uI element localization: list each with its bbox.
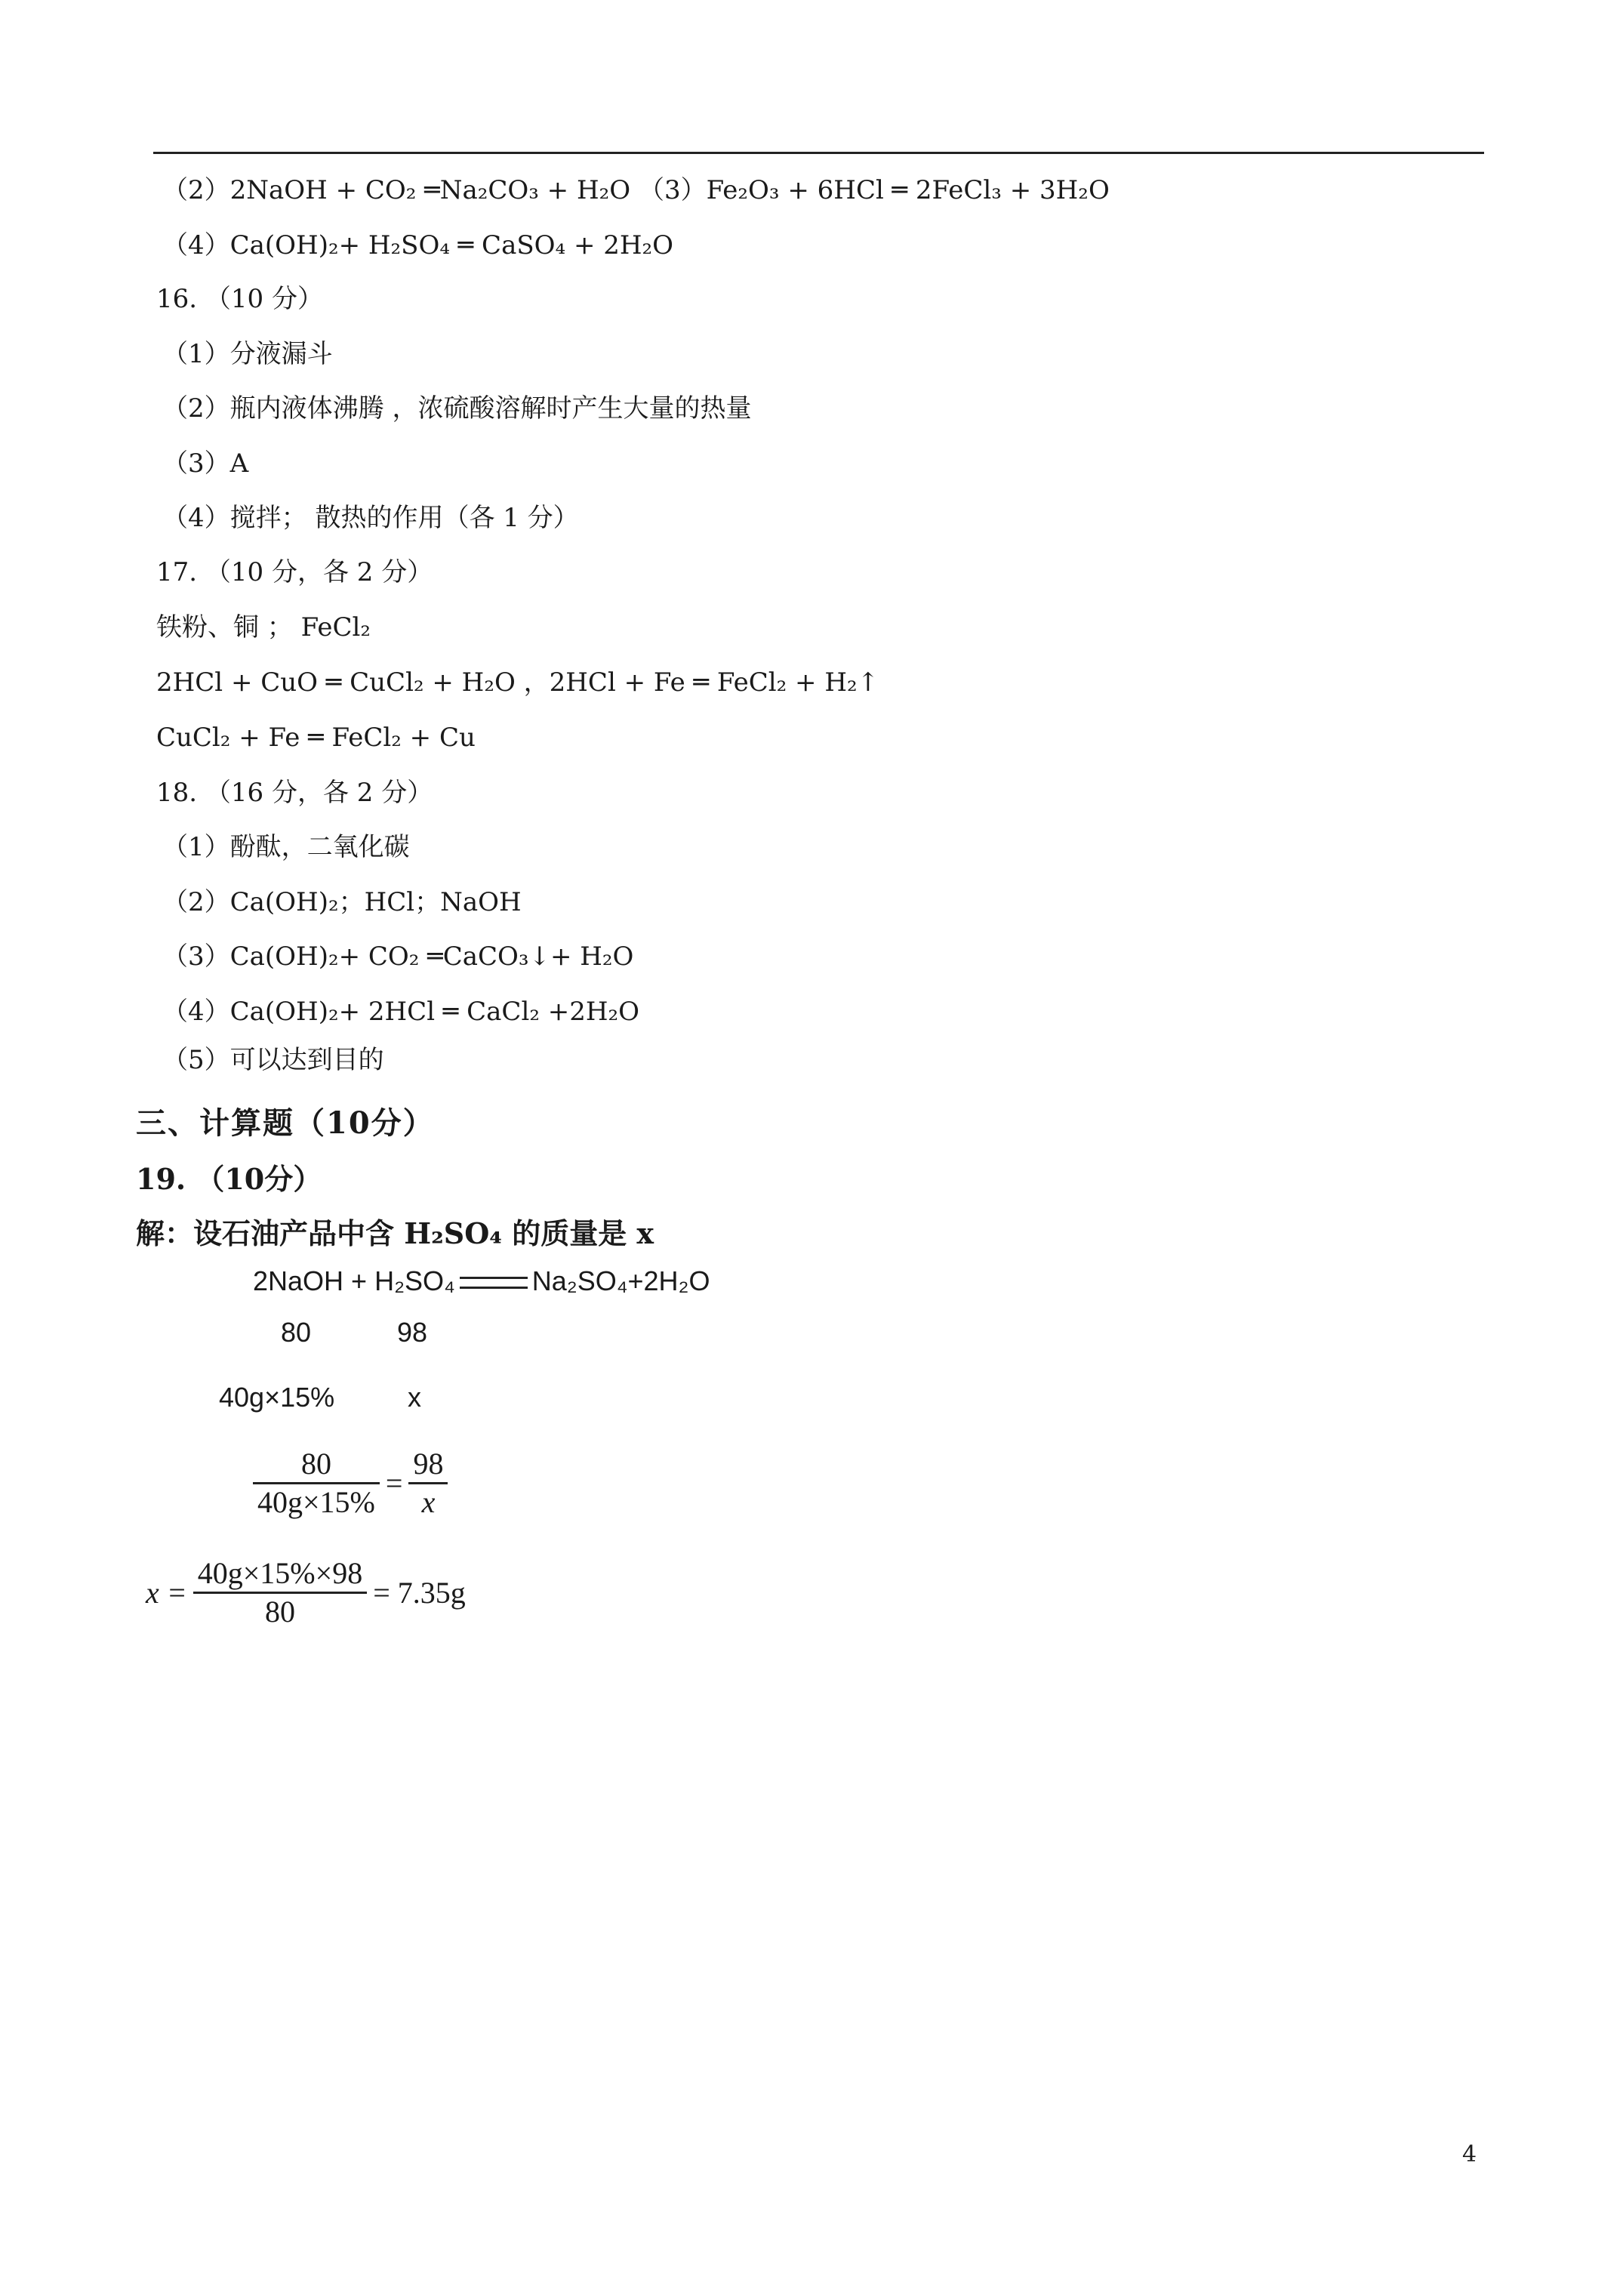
question-18-answer-1: （1）酚酞，二氧化碳 [162, 832, 410, 862]
question-16-answer-4: （4）搅拌； 散热的作用（各 1 分） [162, 503, 579, 533]
page-number: 4 [1462, 2141, 1477, 2168]
proportion-equals: = [385, 1466, 403, 1500]
question-16-answer-3: （3）A [162, 448, 249, 479]
proportion-right-variable: x [421, 1485, 436, 1519]
proportion-right-numerator: 98 [413, 1447, 444, 1481]
question-16-heading: 16. （10 分） [156, 284, 323, 314]
question-18-answer-5: （5）可以达到目的 [162, 1045, 384, 1075]
result-value: = 7.35g [373, 1576, 466, 1610]
proportion-left-fraction [253, 1446, 380, 1521]
question-18-answer-4: （4）Ca(OH)₂+ 2HCl ═ CaCl₂ +2H₂O [162, 997, 640, 1027]
proportion-equation [253, 1446, 448, 1521]
question-16-answer-2: （2）瓶内液体沸腾 ，浓硫酸溶解时产生大量的热量 [162, 393, 752, 424]
answer-line-equation-4: （4）Ca(OH)₂+ H₂SO₄ ═ CaSO₄ + 2H₂O [162, 230, 674, 260]
unknown-mass: x [408, 1382, 421, 1413]
result-fraction [193, 1555, 367, 1630]
answer-line-equations-2-3: （2）2NaOH + CO₂ ═Na₂CO₃ + H₂O （3）Fe₂O₃ + 6HCl ═ 2FeCl₃ + 3H₂O [162, 175, 1110, 205]
molar-mass-naoh: 80 [281, 1317, 312, 1348]
header-rule [153, 152, 1484, 154]
reaction-left: 2NaOH + H₂SO₄ [253, 1265, 455, 1296]
result-equation [140, 1555, 472, 1630]
question-18-answer-3: （3）Ca(OH)₂+ CO₂ ═CaCO₃↓+ H₂O [162, 942, 634, 972]
question-17-answer-a: 铁粉、铜 ； FeCl₂ [156, 612, 371, 643]
question-18-heading: 18. （16 分，各 2 分） [156, 778, 433, 808]
question-17-answer-b: 2HCl + CuO ═ CuCl₂ + H₂O ，2HCl + Fe ═ FeCl₂ + H₂↑ [156, 667, 879, 698]
proportion-left-denominator: 40g×15% [257, 1485, 375, 1519]
proportion-right-denominator [417, 1484, 440, 1521]
question-16-answer-1: （1）分液漏斗 [162, 339, 333, 369]
molar-mass-h2so4: 98 [397, 1317, 428, 1348]
result-lhs: x = [146, 1576, 187, 1610]
reaction-right: Na₂SO₄+2H₂O [531, 1265, 710, 1296]
question-17-answer-c: CuCl₂ + Fe ═ FeCl₂ + Cu [156, 723, 476, 753]
reaction-equation [253, 1265, 710, 1297]
result-denominator: 80 [264, 1595, 295, 1629]
proportion-right-fraction [408, 1446, 448, 1521]
question-17-heading: 17. （10 分，各 2 分） [156, 557, 433, 587]
proportion-left-numerator: 80 [300, 1447, 331, 1481]
section-3-heading: 三、计算题（10分） [136, 1105, 435, 1141]
reaction-equals-sign [460, 1277, 528, 1289]
given-mass: 40g×15% [219, 1382, 335, 1413]
solution-intro: 解：设石油产品中含 H₂SO₄ 的质量是 x [136, 1216, 654, 1250]
result-numerator: 40g×15%×98 [197, 1556, 363, 1590]
question-19-heading: 19. （10分） [136, 1162, 322, 1196]
question-18-answer-2: （2）Ca(OH)₂；HCl；NaOH [162, 887, 522, 917]
